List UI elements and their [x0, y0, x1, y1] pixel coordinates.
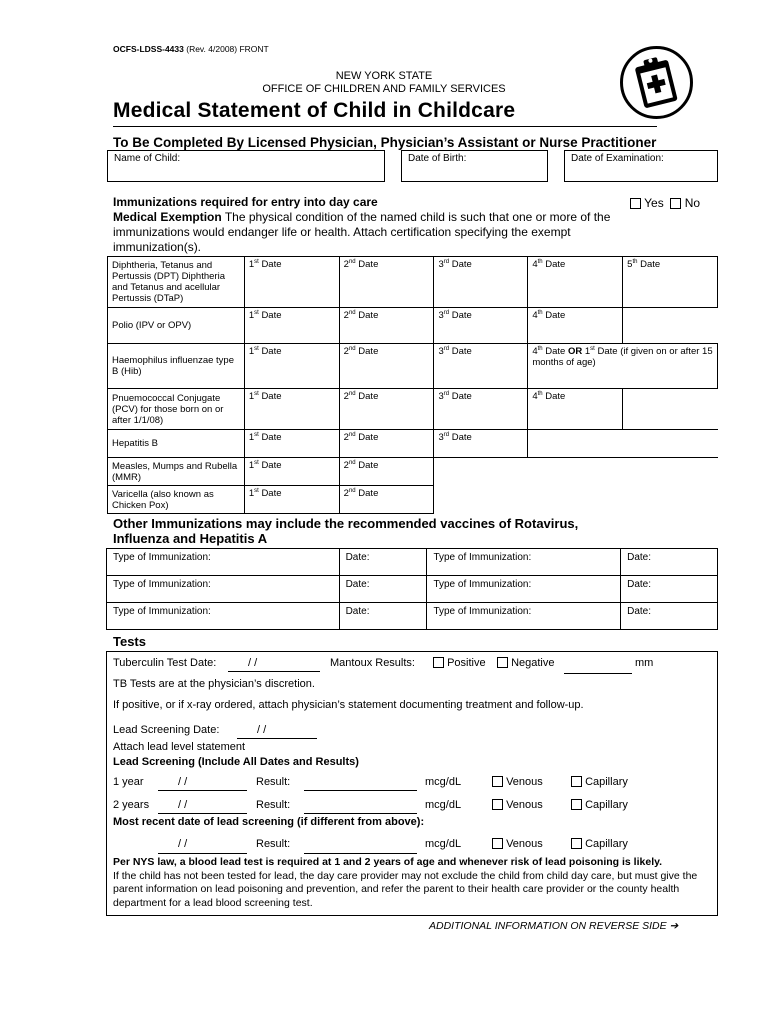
form-revision: (Rev. 4/2008) FRONT [186, 44, 269, 54]
other-heading-line-1: Other Immunizations may include the recommended vaccines of Rotavirus, [113, 516, 579, 531]
dpt-date-4[interactable]: 4th Date [528, 257, 623, 308]
immunization-table [107, 256, 718, 514]
other-date-4[interactable]: Date: [621, 576, 718, 603]
tb-note: TB Tests are at the physician’s discretion. [113, 678, 315, 690]
negative-checkbox[interactable] [497, 657, 508, 668]
vaccine-dpt: Diphtheria, Tetanus and Pertussis (DPT) Diphtheria and Tetanus and acellular Pertussis (DTaP) [108, 257, 245, 308]
other-type-1[interactable]: Type of Immunization: [107, 549, 340, 576]
date-of-exam-field[interactable] [564, 150, 718, 182]
year-1-capillary: Capillary [571, 776, 628, 788]
other-date-6[interactable]: Date: [621, 603, 718, 630]
mmr-date-1[interactable]: 1st Date [244, 458, 339, 486]
lead-law-notice [113, 856, 713, 910]
dpt-date-3[interactable]: 3rd Date [434, 257, 528, 308]
other-type-5[interactable]: Type of Immunization: [107, 603, 340, 630]
other-type-6[interactable]: Type of Immunization: [427, 603, 621, 630]
exemption-yes-no [630, 196, 700, 210]
mantoux-negative: Negative [497, 657, 554, 669]
dpt-date-5[interactable]: 5th Date [623, 257, 718, 308]
pcv-date-2[interactable]: 2nd Date [339, 389, 434, 430]
exemption-description: The physical condition of the named child is such that one or more of the immunizations would endanger life or health. Attach certification specifying the exempt immunization(s). [113, 210, 611, 254]
tb-date-label: Tuberculin Test Date: [113, 657, 217, 669]
other-immunizations-heading [113, 516, 578, 546]
mantoux-mm-line[interactable] [564, 673, 632, 674]
polio-date-1[interactable]: 1st Date [244, 308, 339, 344]
year-1-result-line[interactable] [304, 790, 417, 791]
recent-capillary: Capillary [571, 838, 628, 850]
lead-date-label: Lead Screening Date: [113, 724, 220, 736]
form-number: OCFS-LDSS-4433 [113, 44, 184, 54]
year-1-slashes: / / [178, 776, 188, 788]
other-date-1[interactable]: Date: [339, 549, 427, 576]
capillary-checkbox[interactable] [571, 838, 582, 849]
venous-checkbox[interactable] [492, 838, 503, 849]
polio-date-3[interactable]: 3rd Date [434, 308, 528, 344]
table-row [108, 308, 718, 344]
page-title: Medical Statement of Child in Childcare [113, 99, 516, 122]
table-row [108, 344, 718, 389]
page-subtitle: To Be Completed By Licensed Physician, Physician’s Assistant or Nurse Practitioner [113, 135, 657, 150]
recent-result-line[interactable] [304, 853, 417, 854]
vaccine-pcv: Pnuemococcal Conjugate (PCV) for those born on or after 1/1/08) [108, 389, 245, 430]
recent-date-line[interactable] [158, 853, 247, 854]
exemption-label: Medical Exemption [113, 210, 222, 224]
table-row [108, 458, 718, 486]
state-name: NEW YORK STATE [335, 70, 433, 82]
table-row [107, 549, 718, 576]
child-name-field[interactable] [107, 150, 385, 182]
mmr-date-2[interactable]: 2nd Date [339, 458, 434, 486]
hepb-date-1[interactable]: 1st Date [244, 430, 339, 458]
medical-clipboard-logo [619, 45, 694, 120]
year-2-label: 2 years [113, 799, 150, 811]
recent-result-label: Result: [256, 838, 291, 850]
other-type-3[interactable]: Type of Immunization: [107, 576, 340, 603]
capillary-checkbox[interactable] [571, 776, 582, 787]
mantoux-positive: Positive [433, 657, 486, 669]
no-checkbox[interactable] [670, 198, 681, 209]
year-2-date-line[interactable] [158, 813, 247, 814]
year-2-capillary: Capillary [571, 799, 628, 811]
positive-note: If positive, or if x-ray ordered, attach physician’s statement documenting treatment and follow-up. [113, 699, 584, 711]
hib-date-1[interactable]: 1st Date [244, 344, 339, 389]
hib-date-3[interactable]: 3rd Date [434, 344, 528, 389]
hepb-date-2[interactable]: 2nd Date [339, 430, 434, 458]
table-row [108, 486, 718, 514]
year-1-label: 1 year [113, 776, 144, 788]
table-row [108, 430, 718, 458]
vaccine-mmr: Measles, Mumps and Rubella (MMR) [108, 458, 245, 486]
law-bold: Per NYS law, a blood lead test is required at 1 and 2 years of age and whenever risk of lead poisoning is likely. [113, 856, 663, 868]
positive-checkbox[interactable] [433, 657, 444, 668]
vaccine-polio: Polio (IPV or OPV) [108, 308, 245, 344]
tb-date-line[interactable] [228, 671, 320, 672]
year-2-venous: Venous [492, 799, 543, 811]
other-type-4[interactable]: Type of Immunization: [427, 576, 621, 603]
other-heading-line-2: Influenza and Hepatitis A [113, 531, 268, 546]
table-row [108, 389, 718, 430]
vaccine-hib: Haemophilus influenzae type B (Hib) [108, 344, 245, 389]
dpt-date-1[interactable]: 1st Date [244, 257, 339, 308]
recent-slashes: / / [178, 838, 188, 850]
varicella-date-1[interactable]: 1st Date [244, 486, 339, 514]
mm-label: mm [635, 657, 654, 669]
pcv-date-3[interactable]: 3rd Date [434, 389, 528, 430]
lead-date-line[interactable] [237, 738, 317, 739]
yes-label: Yes [644, 196, 664, 210]
reverse-side-note: ADDITIONAL INFORMATION ON REVERSE SIDE ➔ [429, 920, 679, 932]
year-1-date-line[interactable] [158, 790, 247, 791]
law-text: If the child has not been tested for lead, the day care provider may not exclude the child from child day care, but must give the parent information on lead poisoning and prevention, and refer the parent to their health care provider or the county health department for a lead blood screening test. [113, 869, 698, 909]
recent-lead-heading: Most recent date of lead screening (if different from above): [113, 816, 425, 828]
medical-exemption-text [113, 210, 613, 255]
child-name-label: Name of Child: [114, 153, 181, 164]
title-divider [113, 126, 657, 127]
tb-date-slashes: / / [248, 657, 258, 669]
form-id [113, 44, 269, 54]
exam-date-label: Date of Examination: [571, 153, 664, 164]
lead-screening-heading: Lead Screening (Include All Dates and Results) [113, 756, 359, 768]
polio-date-4[interactable]: 4th Date [528, 308, 623, 344]
year-1-result-label: Result: [256, 776, 291, 788]
year-2-result-line[interactable] [304, 813, 417, 814]
year-2-result-label: Result: [256, 799, 291, 811]
immunizations-heading: Immunizations required for entry into day care [113, 195, 378, 209]
date-of-birth-field[interactable] [401, 150, 548, 182]
polio-date-2[interactable]: 2nd Date [339, 308, 434, 344]
recent-venous: Venous [492, 838, 543, 850]
lead-date-slashes: / / [257, 724, 267, 736]
year-2-unit: mcg/dL [425, 799, 462, 811]
yes-checkbox[interactable] [630, 198, 641, 209]
table-row [107, 576, 718, 603]
table-row [108, 257, 718, 308]
other-date-2[interactable]: Date: [621, 549, 718, 576]
tests-heading: Tests [113, 634, 146, 649]
pcv-date-1[interactable]: 1st Date [244, 389, 339, 430]
other-immunizations-table [106, 548, 718, 630]
other-date-3[interactable]: Date: [339, 576, 427, 603]
office-name: OFFICE OF CHILDREN AND FAMILY SERVICES [262, 83, 506, 95]
capillary-checkbox[interactable] [571, 799, 582, 810]
year-1-unit: mcg/dL [425, 776, 462, 788]
venous-checkbox[interactable] [492, 799, 503, 810]
table-row [107, 603, 718, 630]
year-1-venous: Venous [492, 776, 543, 788]
no-label: No [684, 196, 701, 210]
dpt-date-2[interactable]: 2nd Date [339, 257, 434, 308]
attach-lead-note: Attach lead level statement [113, 741, 246, 753]
vaccine-hepatitis-b: Hepatitis B [108, 430, 245, 458]
pcv-date-4[interactable]: 4th Date [528, 389, 623, 430]
recent-unit: mcg/dL [425, 838, 462, 850]
mantoux-label: Mantoux Results: [330, 657, 415, 669]
year-2-slashes: / / [178, 799, 188, 811]
hepb-date-3[interactable]: 3rd Date [434, 430, 528, 458]
hib-date-2[interactable]: 2nd Date [339, 344, 434, 389]
hib-date-4[interactable]: 4th Date OR 1st Date (if given on or after 15 months of age) [528, 344, 718, 389]
other-date-5[interactable]: Date: [339, 603, 427, 630]
venous-checkbox[interactable] [492, 776, 503, 787]
other-type-2[interactable]: Type of Immunization: [427, 549, 621, 576]
varicella-date-2[interactable]: 2nd Date [339, 486, 434, 514]
agency-header [113, 70, 655, 96]
vaccine-varicella: Varicella (also known as Chicken Pox) [108, 486, 245, 514]
dob-label: Date of Birth: [408, 153, 467, 164]
